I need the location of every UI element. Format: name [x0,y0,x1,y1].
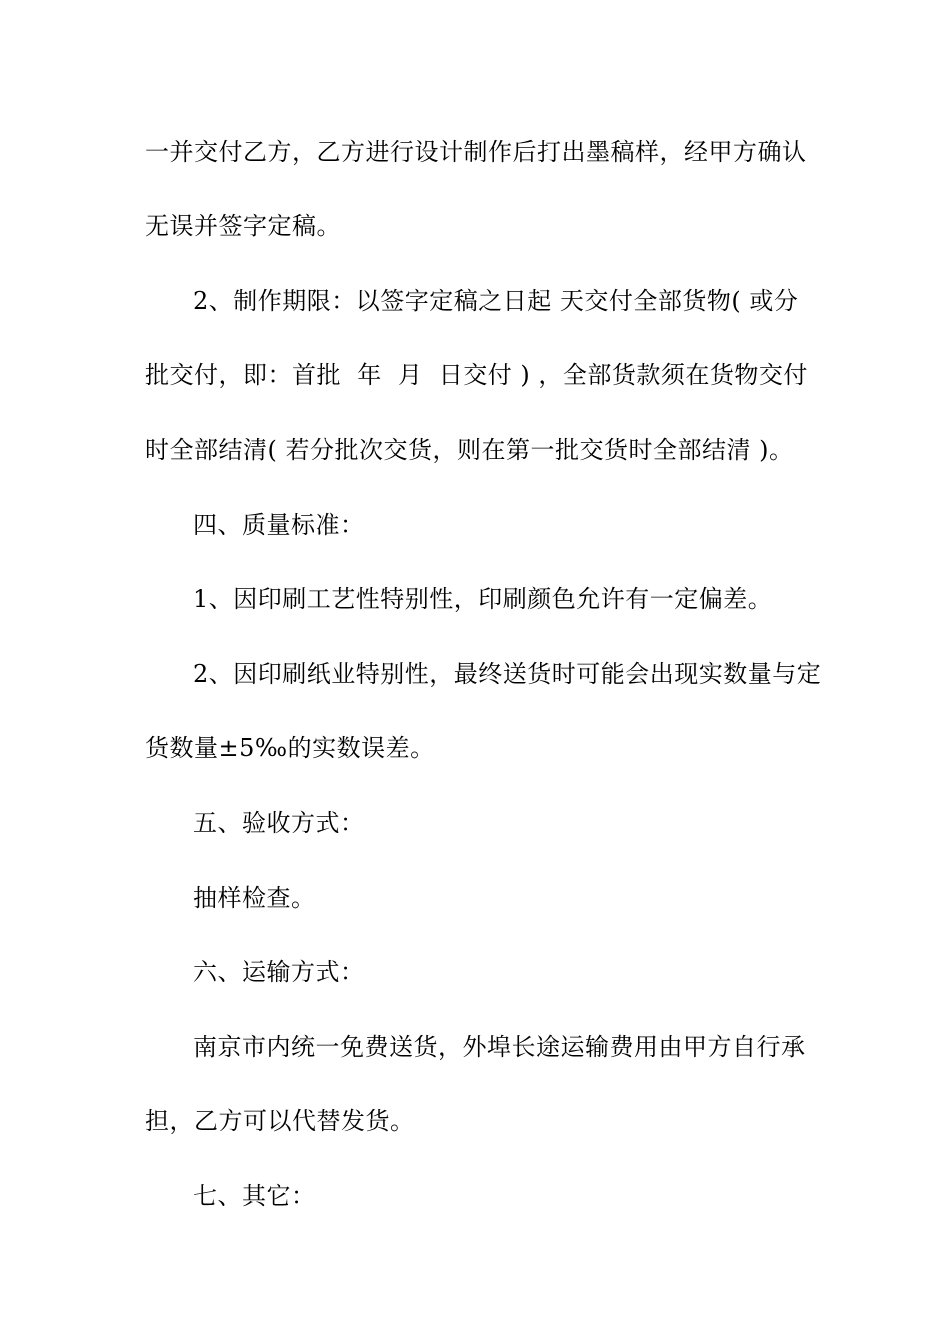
paragraph-line: 2、因印刷纸业特别性，最终送货时可能会出现实数量与定 [193,660,822,688]
paragraph-line: 南京市内统一免费送货，外埠长途运输费用由甲方自行承 [193,1033,806,1061]
paragraph-line: 担，乙方可以代替发货。 [145,1107,415,1135]
section-heading: 四、质量标准： [193,511,365,539]
paragraph-line: 一并交付乙方，乙方进行设计制作后打出墨稿样，经甲方确认 [145,138,807,166]
paragraph-line: 抽样检查。 [193,884,316,912]
section-heading: 五、验收方式： [193,809,365,837]
paragraph-line: 货数量±5‰的实数误差。 [145,734,435,762]
paragraph-line: 时全部结清( 若分批次交货，则在第一批交货时全部结清 )。 [145,436,794,464]
paragraph-line: 1、因印刷工艺性特别性，印刷颜色允许有一定偏差。 [193,585,773,613]
paragraph-line: 2、制作期限：以签字定稿之日起 天交付全部货物( 或分 [193,287,799,315]
paragraph-line: 无误并签字定稿。 [145,212,341,240]
section-heading: 七、其它： [193,1182,316,1210]
paragraph-line: 批交付，即：首批 年 月 日交付 ) ，全部货款须在货物交付 [145,361,808,389]
section-heading: 六、运输方式： [193,958,365,986]
